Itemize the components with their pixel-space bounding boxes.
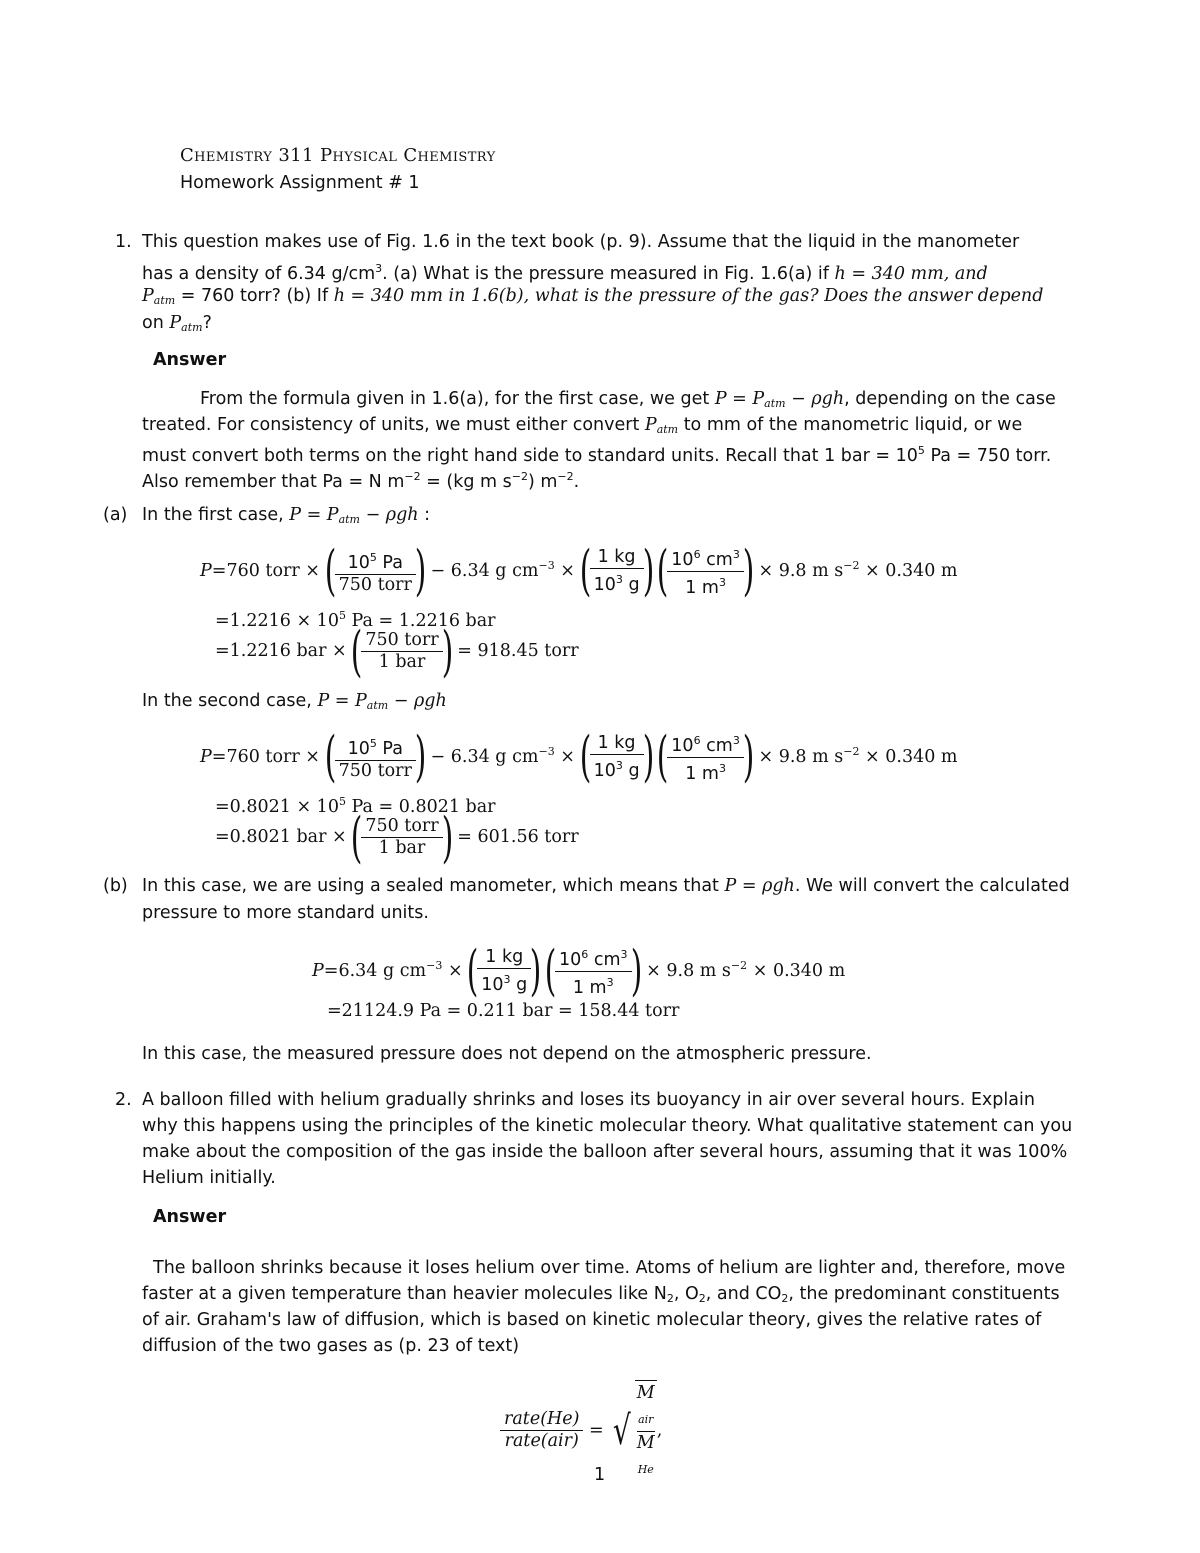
question-number: 1. xyxy=(115,232,132,252)
part-text: In this case, we are using a sealed manometer, which means that P = ρgh. We will convert the calculated xyxy=(142,876,1070,896)
equation-line: =0.8021 bar × ( $\frac{\text{750 torr}}{\text{1 bar}}$ ) = 601.56 torr xyxy=(215,805,579,869)
equation-line: $=1.2216 \times 10^5$ Pa = 1.2216 bar xyxy=(215,609,496,631)
question-text: why this happens using the principles of the kinetic molecular theory. What qualitative statement can you xyxy=(142,1116,1073,1136)
answer-text: From the formula given in 1.6(a), for the first case, we get $P = P_{atm} - \rho gh$, depending on the case xyxy=(200,389,1056,410)
part-text: In the first case, $P = P_{atm} - \rho gh$ : xyxy=(142,505,431,526)
question-text: on $P_{atm}$? xyxy=(142,313,212,334)
part-text: pressure to more standard units. xyxy=(142,903,429,923)
answer-text: Also remember that Pa = N $m^{-2} = (kg$ m $s^{-2}$) $m^{-2}$. xyxy=(142,470,580,492)
answer-text: diffusion of the two gases as (p. 23 of text) xyxy=(142,1336,520,1356)
course-title: Chemistry 311 Physical Chemistry xyxy=(180,145,496,166)
conclusion-text: In this case, the measured pressure does not depend on the atmospheric pressure. xyxy=(142,1044,872,1064)
answer-text: faster at a given temperature than heavier molecules like $N_2$, $O_2$, and $CO_2$, the predominant constituents xyxy=(142,1284,1060,1305)
question-number: 2. xyxy=(115,1090,132,1110)
answer-heading: Answer xyxy=(153,350,227,370)
answer-heading: Answer xyxy=(153,1207,227,1227)
answer-text: must convert both terms on the right hand side to standard units. Recall that 1 bar = $10^5$ Pa = 750 torr. xyxy=(142,444,1052,466)
equation-line: =1.2216 bar × ( $\frac{\text{750 torr}}{\text{1 bar}}$ ) = 918.45 torr xyxy=(215,619,579,683)
equation-line: =21124.9 Pa = 0.211 bar = 158.44 torr xyxy=(327,1001,680,1021)
equation-line: P=6.34 g $cm^{-3}$ × ( $\frac{1 kg}{10^3 g}$ ) ( $\frac{10^6 cm^3}{1 m^3}$ ) × 9.8 m $s^{-2} \times 0.340$ m xyxy=(312,939,846,1002)
question-text: $P_{atm} = 760$ torr? (b) If h = 340 mm in 1.6(b), what is the pressure of the gas? Does the answer depend xyxy=(142,286,1044,307)
grahams-law-formula: $\frac{\text{rate(He)}}{\text{rate(air)}}$ = √ M $_{air}$ M $_{He}$ , xyxy=(500,1380,662,1481)
part-label: (a) xyxy=(103,505,128,525)
assignment-title: Homework Assignment # 1 xyxy=(180,173,420,193)
part-text: In the second case, $P = P_{atm} - \rho gh$ xyxy=(142,691,447,712)
answer-text: of air. Graham's law of diffusion, which is based on kinetic molecular theory, gives the relative rates of xyxy=(142,1310,1042,1330)
part-label: (b) xyxy=(103,876,128,896)
question-text: make about the composition of the gas inside the balloon after several hours, assuming that it was 100% xyxy=(142,1142,1068,1162)
page-number: 1 xyxy=(594,1465,606,1485)
question-text: This question makes use of Fig. 1.6 in the text book (p. 9). Assume that the liquid in the manometer xyxy=(142,232,1020,252)
question-text: has a density of 6.34 $g/cm^3$. (a) What is the pressure measured in Fig. 1.6(a) if h = 340 mm, and xyxy=(142,262,988,284)
question-text: A balloon filled with helium gradually shrinks and loses its buoyancy in air over several hours. Explain xyxy=(142,1090,1035,1110)
equation-line: P=760 torr × ( $\frac{10^5 Pa}{\text{750 torr}}$ ) − 6.34 g $cm^{-3}$ × ( $\frac{1 kg}{10^3 g}$ ) ( $\frac{10^6 cm^3}{1 m^3}$ ) × 9.8 m $s^{-2} \times 0.340$ m xyxy=(200,725,958,788)
equation-line: P=760 torr × ( $\frac{10^5 Pa}{\text{750 torr}}$ ) − 6.34 g $cm^{-3}$ × ( $\frac{1 kg}{10^3 g}$ ) ( $\frac{10^6 cm^3}{1 m^3}$ ) × 9.8 m $s^{-2} \times 0.340$ m xyxy=(200,539,958,602)
answer-text: treated. For consistency of units, we must either convert $P_{atm}$ to mm of the manometric liquid, or we xyxy=(142,415,1023,436)
question-text: Helium initially. xyxy=(142,1168,276,1188)
equation-line: $=0.8021 \times 10^5$ Pa = 0.8021 bar xyxy=(215,795,496,817)
answer-text: The balloon shrinks because it loses helium over time. Atoms of helium are lighter and, therefore, move xyxy=(153,1258,1066,1278)
